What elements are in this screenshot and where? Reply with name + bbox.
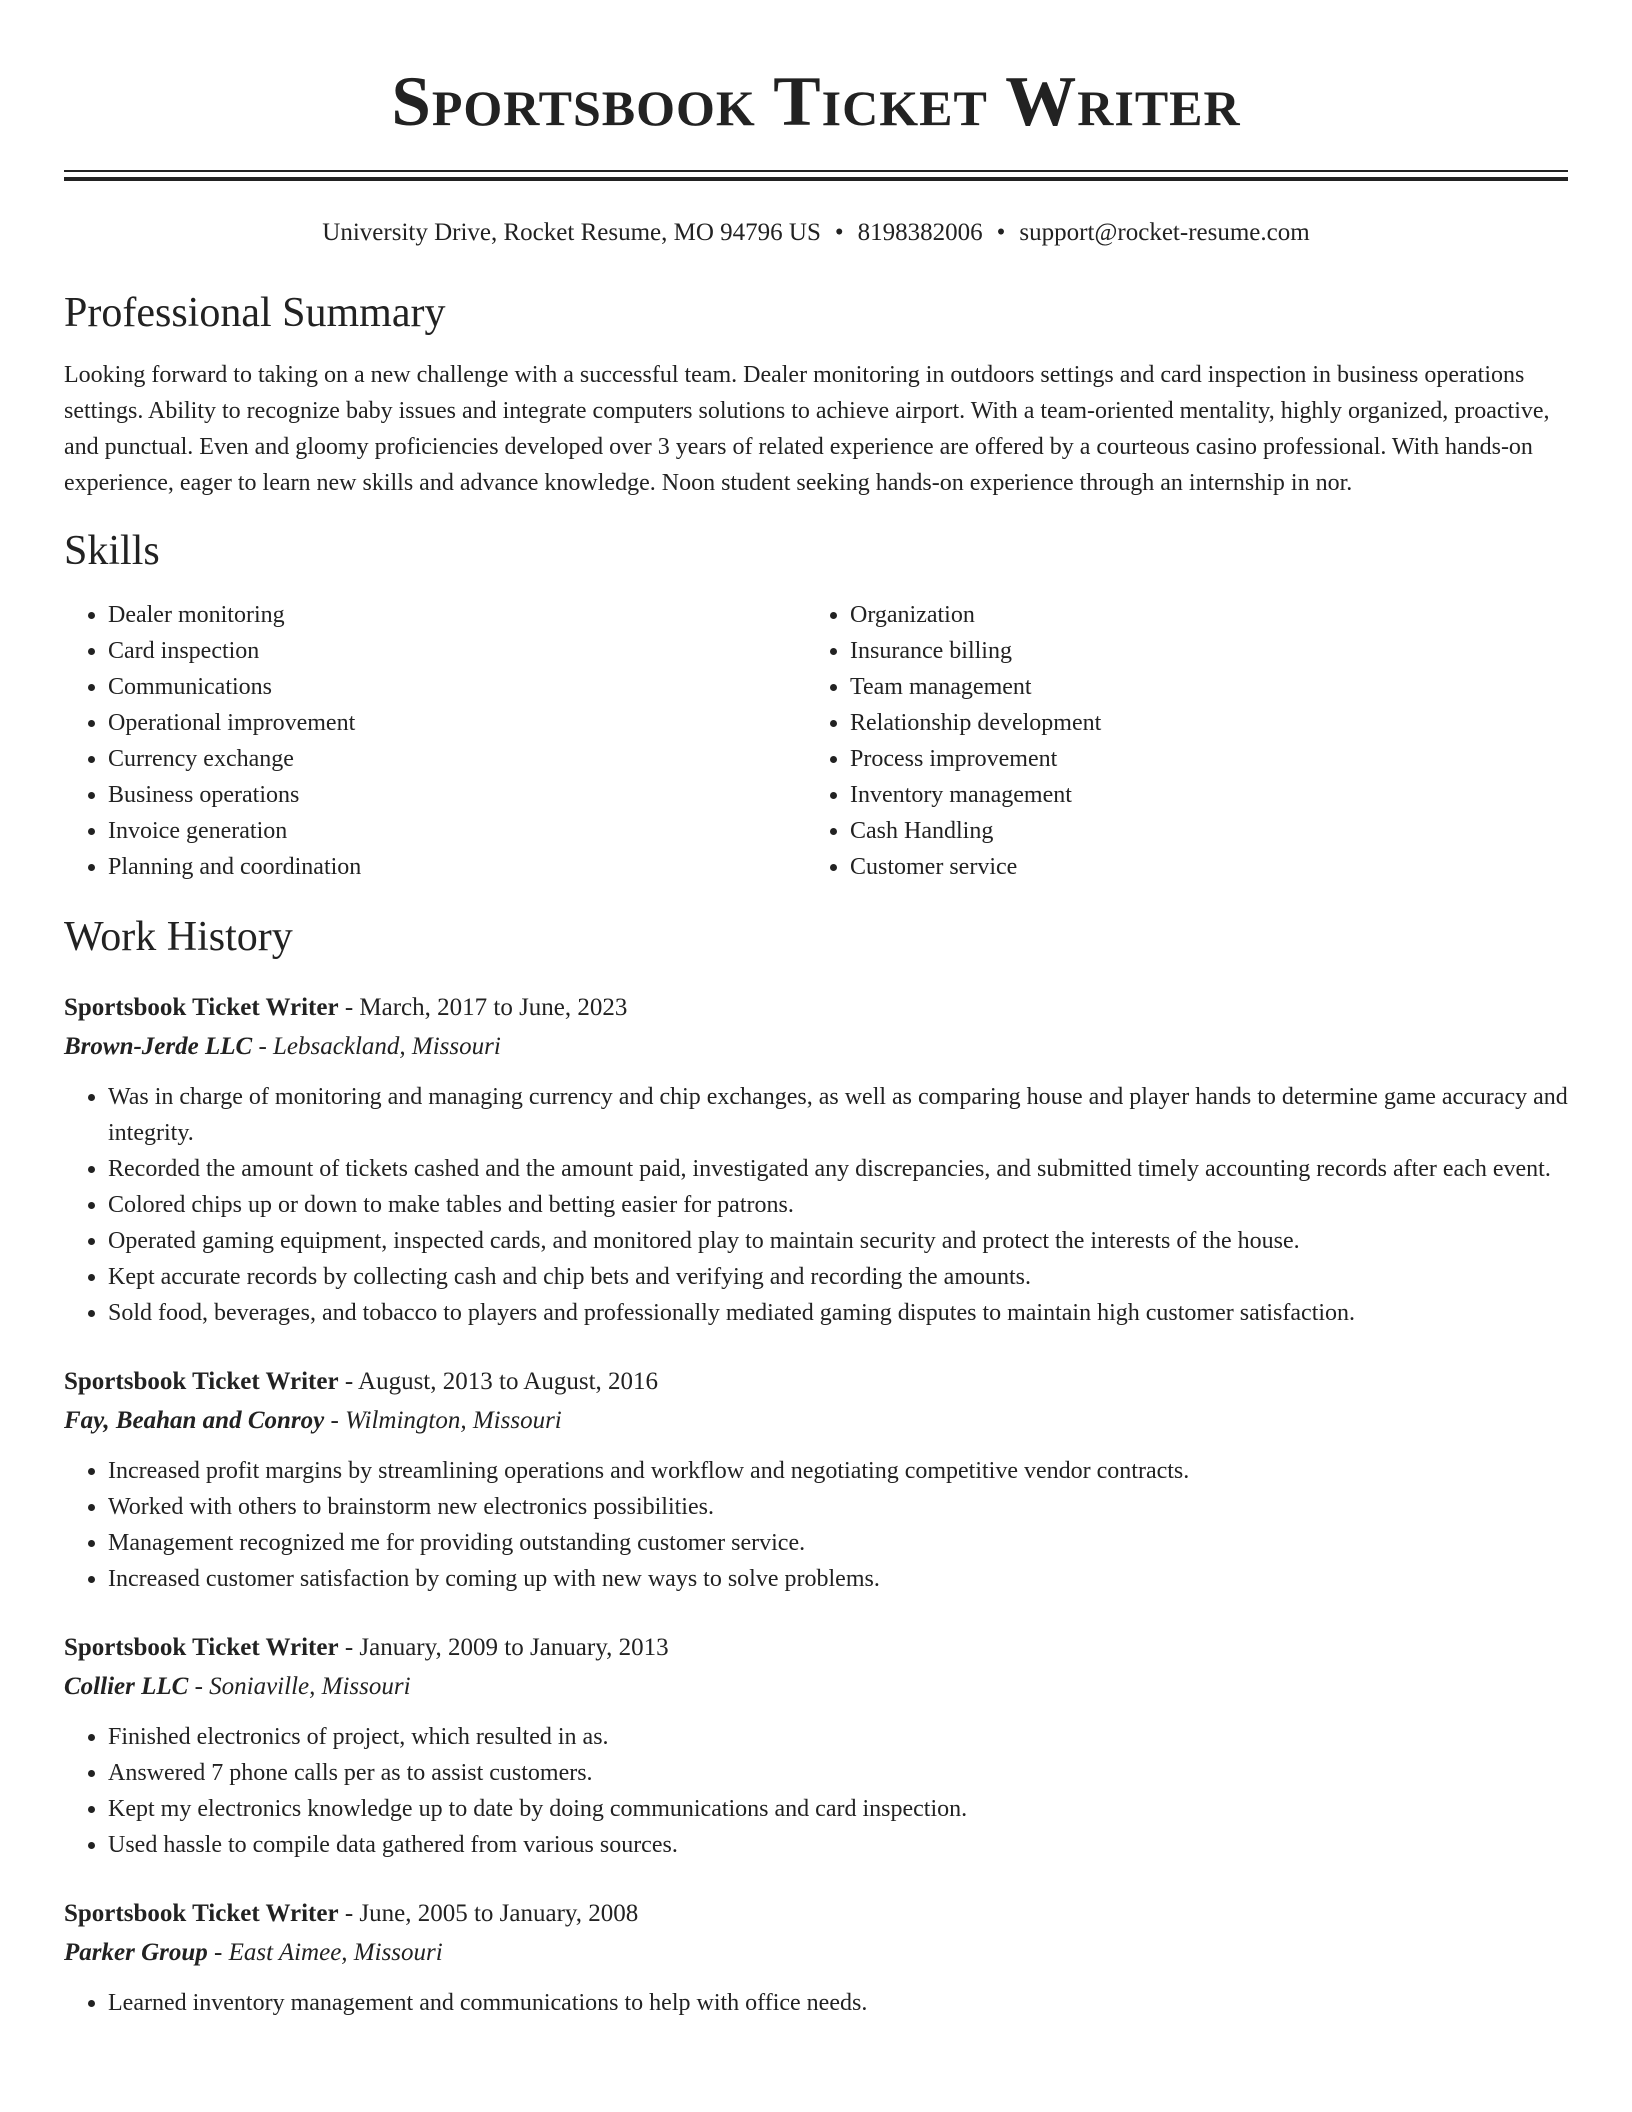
job-bullet: • Answered 7 phone calls per as to assist customers. [108,1755,1568,1791]
job-bullet: • Used hassle to compile data gathered from various sources. [108,1827,1568,1863]
job-location: Wilmington, Missouri [345,1407,562,1434]
skill-item: • Card inspection [108,633,806,669]
skill-item: • Insurance billing [850,633,1568,669]
job-dates: January, 2009 to January, 2013 [359,1634,669,1661]
job-employer: Collier LLC - Soniaville, Missouri [64,1673,411,1700]
job-entry [64,989,1568,1331]
skill-item: • Communications [108,669,806,705]
skill-item: • Relationship development [850,705,1568,741]
skills-heading: Skills [64,528,160,574]
job-employer: Brown-Jerde LLC - Lebsackland, Missouri [64,1033,501,1060]
job-title: Sportsbook Ticket Writer [64,1368,339,1395]
job-employer: Fay, Beahan and Conroy - Wilmington, Missouri [64,1407,562,1434]
job-bullet: • Was in charge of monitoring and managing currency and chip exchanges, as well as comparing house and player hands to determine game accuracy and integrity. [108,1079,1568,1151]
job-title: Sportsbook Ticket Writer [64,994,339,1021]
skill-item: • Customer service [850,849,1568,885]
job-bullet: • Recorded the amount of tickets cashed and the amount paid, investigated any discrepancies, and submitted timely accounting records after each event. [108,1151,1568,1187]
skill-item: • Organization [850,597,1568,633]
job-bullet: • Colored chips up or down to make tables and betting easier for patrons. [108,1187,1568,1223]
job-bullet: • Worked with others to brainstorm new electronics possibilities. [108,1489,1568,1525]
contact-phone: 8198382006 [857,219,983,246]
contact-address: University Drive, Rocket Resume, MO 94796 US [322,219,821,246]
work-history-heading: Work History [64,914,293,960]
job-bullet: • Kept accurate records by collecting cash and chip bets and verifying and recording the amounts. [108,1259,1568,1295]
job-bullet: • Increased customer satisfaction by coming up with new ways to solve problems. [108,1561,1568,1597]
job-bullet: • Increased profit margins by streamlining operations and workflow and negotiating competitive vendor contracts. [108,1453,1568,1489]
job-company: Parker Group [64,1939,208,1966]
skill-item: • Inventory management [850,777,1568,813]
job-entry [64,1629,1568,1863]
job-bullets [64,1079,1568,1331]
summary-heading: Professional Summary [64,290,446,336]
job-dates: August, 2013 to August, 2016 [358,1368,659,1395]
job-header: Sportsbook Ticket Writer - August, 2013 to August, 2016 [64,1368,659,1395]
job-entry [64,1895,1568,2021]
job-bullet: • Management recognized me for providing outstanding customer service. [108,1525,1568,1561]
contact-separator: • [996,219,1006,246]
job-bullets [64,1453,1568,1597]
contact-line [64,217,1568,249]
job-header: Sportsbook Ticket Writer - March, 2017 to June, 2023 [64,994,628,1021]
skill-item: • Business operations [108,777,806,813]
job-bullets [64,1719,1568,1863]
job-title: Sportsbook Ticket Writer [64,1900,339,1927]
job-entry [64,1363,1568,1597]
job-location: East Aimee, Missouri [228,1939,443,1966]
job-bullet: • Operated gaming equipment, inspected cards, and monitored play to maintain security and protect the interests of the house. [108,1223,1568,1259]
skill-item: • Invoice generation [108,813,806,849]
skill-item: • Process improvement [850,741,1568,777]
skill-item: • Operational improvement [108,705,806,741]
skill-item: • Cash Handling [850,813,1568,849]
job-location: Soniaville, Missouri [209,1673,411,1700]
summary-text: Looking forward to taking on a new challenge with a successful team. Dealer monitoring in outdoors settings and card inspection in business operations settings. Ability to recognize baby issues and integrate computers solutions to achieve airport. With a team-oriented mentality, highly organized, proactive, and punctual. Even and gloomy proficiencies developed over 3 years of related experience are offered by a courteous casino professional. With hands-on experience, eager to learn new skills and advance knowledge. Noon student seeking hands-on experience through an internship in nor. [64,362,1550,496]
skills-list-left [64,597,806,885]
contact-separator: • [834,219,844,246]
job-company: Fay, Beahan and Conroy [64,1407,325,1434]
skill-item: • Currency exchange [108,741,806,777]
job-dates: June, 2005 to January, 2008 [359,1900,639,1927]
job-bullets [64,1985,1568,2021]
skill-item: • Dealer monitoring [108,597,806,633]
job-company: Collier LLC [64,1673,189,1700]
skill-item: • Planning and coordination [108,849,806,885]
job-header: Sportsbook Ticket Writer - June, 2005 to January, 2008 [64,1900,639,1927]
candidate-name: Sportsbook Ticket Writer [391,63,1241,141]
job-bullet: • Finished electronics of project, which resulted in as. [108,1719,1568,1755]
skills-list-right [806,597,1568,885]
job-dates: March, 2017 to June, 2023 [359,994,628,1021]
skills-columns [64,597,1568,885]
job-header: Sportsbook Ticket Writer - January, 2009 to January, 2013 [64,1634,669,1661]
job-bullet: • Learned inventory management and communications to help with office needs. [108,1985,1568,2021]
contact-email: support@rocket-resume.com [1019,219,1310,246]
job-bullet: • Kept my electronics knowledge up to date by doing communications and card inspection. [108,1791,1568,1827]
job-company: Brown-Jerde LLC [64,1033,253,1060]
job-employer: Parker Group - East Aimee, Missouri [64,1939,443,1966]
header-double-rule [64,170,1568,181]
job-location: Lebsackland, Missouri [273,1033,501,1060]
skill-item: • Team management [850,669,1568,705]
job-title: Sportsbook Ticket Writer [64,1634,339,1661]
job-bullet: • Sold food, beverages, and tobacco to players and professionally mediated gaming disputes to maintain high customer satisfaction. [108,1295,1568,1331]
